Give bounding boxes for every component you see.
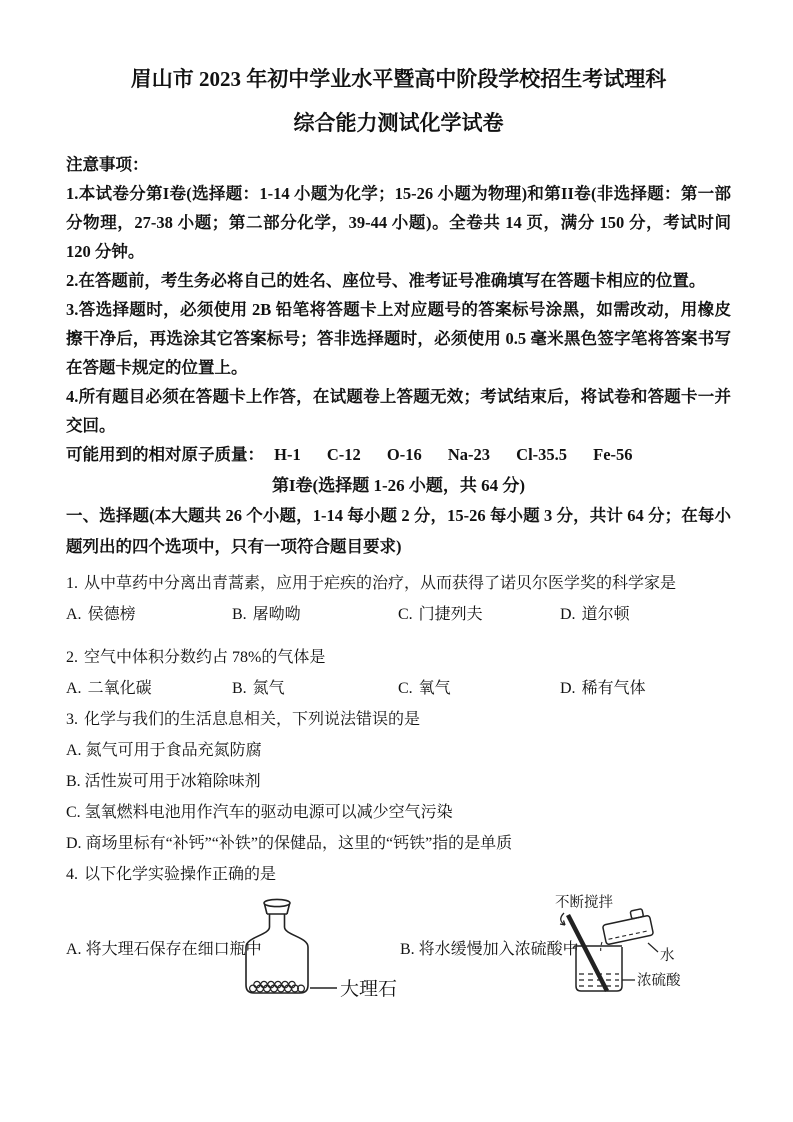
question-3-option-c xyxy=(66,797,731,828)
option-label: B. xyxy=(232,606,247,623)
notice-item-2: 2.在答题前，考生务必将自己的姓名、座位号、准考证号准确填写在答题卡相应的位置。 xyxy=(66,271,706,290)
question-4-figures xyxy=(66,894,731,1012)
option-label: A. xyxy=(66,606,82,623)
water-bottle-icon xyxy=(601,907,654,944)
question-1-stem: 从中草药中分离出青蒿素，应用于疟疾的治疗，从而获得了诺贝尔医学奖的科学家是 xyxy=(84,575,677,592)
atomic-mass-fe: Fe-56 xyxy=(593,445,633,464)
option-label: D. xyxy=(560,680,576,697)
notice-item-3: 3.答选择题时，必须使用 2B 铅笔将答题卡上对应题号的答案标号涂黑，如需改动，用橡皮擦干净后，再选涂其它答案标号；答非选择题时，必须使用 0.5 毫米黑色签字笔将答案书写在答题卡规定的位置上。 xyxy=(66,300,731,377)
atomic-mass-o: O-16 xyxy=(386,445,422,464)
question-1-number: 1. xyxy=(66,575,78,592)
option-text: 侯德榜 xyxy=(87,606,136,623)
pour-stream-icon xyxy=(601,942,602,953)
option-label: C. xyxy=(398,680,413,697)
question-2 xyxy=(66,642,731,673)
bottle-icon xyxy=(246,899,308,993)
option-label: A. xyxy=(66,941,82,958)
option-text: 活性炭可用于冰箱除味剂 xyxy=(84,773,261,790)
question-4 xyxy=(66,859,731,890)
leader-line xyxy=(648,943,658,952)
question-1-option-d xyxy=(560,599,731,630)
question-2-stem: 空气中体积分数约占 78%的气体是 xyxy=(84,649,326,666)
option-text: 稀有气体 xyxy=(581,680,646,697)
question-3-number: 3. xyxy=(66,711,78,728)
question-1-option-a xyxy=(66,599,232,630)
option-label: A. xyxy=(66,680,82,697)
option-label: B. xyxy=(232,680,247,697)
question-3 xyxy=(66,704,731,735)
stir-arrow-icon xyxy=(560,913,565,925)
question-2-option-b xyxy=(232,673,398,704)
notice-item-1: 1.本试卷分第I卷(选择题：1-14 小题为化学；15-26 小题为物理)和第II卷(非选择题：第一部分物理，27-38 小题；第二部分化学，39-44 小题)。全卷共 14 页，满分 150 分，考试时间 120 分钟。 xyxy=(66,184,731,261)
question-2-option-a xyxy=(66,673,232,704)
atomic-mass-h: H-1 xyxy=(274,445,301,464)
question-3-option-a xyxy=(66,735,731,766)
atomic-masses-label: 可能用到的相对原子质量： xyxy=(66,445,264,464)
figure-label-stir: 不断搅拌 xyxy=(555,895,613,911)
question-3-option-b xyxy=(66,766,731,797)
atomic-mass-cl: Cl-35.5 xyxy=(516,445,568,464)
option-text: 门捷列夫 xyxy=(418,606,483,623)
volume-heading: 第I卷(选择题 1-26 小题，共 64 分) xyxy=(271,476,526,495)
notice-item-4: 4.所有题目必须在答题卡上作答，在试题卷上答题无效；考试结束后，将试卷和答题卡一并交回。 xyxy=(66,387,731,435)
notice-heading: 注意事项： xyxy=(66,155,149,174)
option-label: D. xyxy=(66,835,82,852)
option-text: 道尔顿 xyxy=(581,606,630,623)
atomic-masses-line xyxy=(66,440,731,469)
option-text: 氢氧燃料电池用作汽车的驱动电源可以减少空气污染 xyxy=(84,804,453,821)
paper-title-line1: 眉山市 2023 年初中学业水平暨高中阶段学校招生考试理科 xyxy=(130,67,667,91)
question-4-stem: 以下化学实验操作正确的是 xyxy=(84,866,277,883)
option-label: A. xyxy=(66,742,82,759)
question-1 xyxy=(66,568,731,599)
option-text: 氮气可用于食品充氮防腐 xyxy=(85,742,262,759)
option-text: 商场里标有“补钙”“补铁”的保健品，这里的“钙铁”指的是单质 xyxy=(85,835,513,852)
question-3-option-d xyxy=(66,828,731,859)
option-label: C. xyxy=(66,804,81,821)
question-2-option-c xyxy=(398,673,560,704)
question-3-options xyxy=(66,735,731,859)
figure-label-water: 水 xyxy=(660,948,675,964)
option-text: 将大理石保存在细口瓶中 xyxy=(85,941,262,958)
acid-dilution-figure xyxy=(550,890,750,1012)
atomic-mass-na: Na-23 xyxy=(447,445,491,464)
question-3-stem: 化学与我们的生活息息相关，下列说法错误的是 xyxy=(84,711,421,728)
question-1-option-c xyxy=(398,599,560,630)
notice-section xyxy=(66,150,731,440)
option-label: D. xyxy=(560,606,576,623)
option-label: B. xyxy=(400,941,415,958)
option-text: 氮气 xyxy=(252,680,285,697)
option-text: 将水缓慢加入浓硫酸中 xyxy=(418,941,579,958)
part-heading: 一、选择题(本大题共 26 个小题，1-14 每小题 2 分，15-26 每小题 3 分，共计 64 分；在每小题列出的四个选项中，只有一项符合题目要求) xyxy=(66,506,731,556)
question-1-option-b xyxy=(232,599,398,630)
option-label: C. xyxy=(398,606,413,623)
question-2-number: 2. xyxy=(66,649,78,666)
marble-bottle-figure xyxy=(240,896,402,1008)
option-label: B. xyxy=(66,773,81,790)
marble-chips-icon xyxy=(250,981,305,992)
question-4-option-a xyxy=(66,936,262,959)
figure-label-marble: 大理石 xyxy=(340,979,398,1000)
question-1-options xyxy=(66,599,731,630)
option-text: 氧气 xyxy=(418,680,451,697)
atomic-mass-c: C-12 xyxy=(326,445,361,464)
question-2-option-d xyxy=(560,673,731,704)
question-4-number: 4. xyxy=(66,866,78,883)
paper-title-line2: 综合能力测试化学试卷 xyxy=(293,111,504,135)
option-text: 屠呦呦 xyxy=(252,606,301,623)
figure-label-acid: 浓硫酸 xyxy=(637,973,681,989)
option-text: 二氧化碳 xyxy=(87,680,152,697)
question-2-options xyxy=(66,673,731,704)
